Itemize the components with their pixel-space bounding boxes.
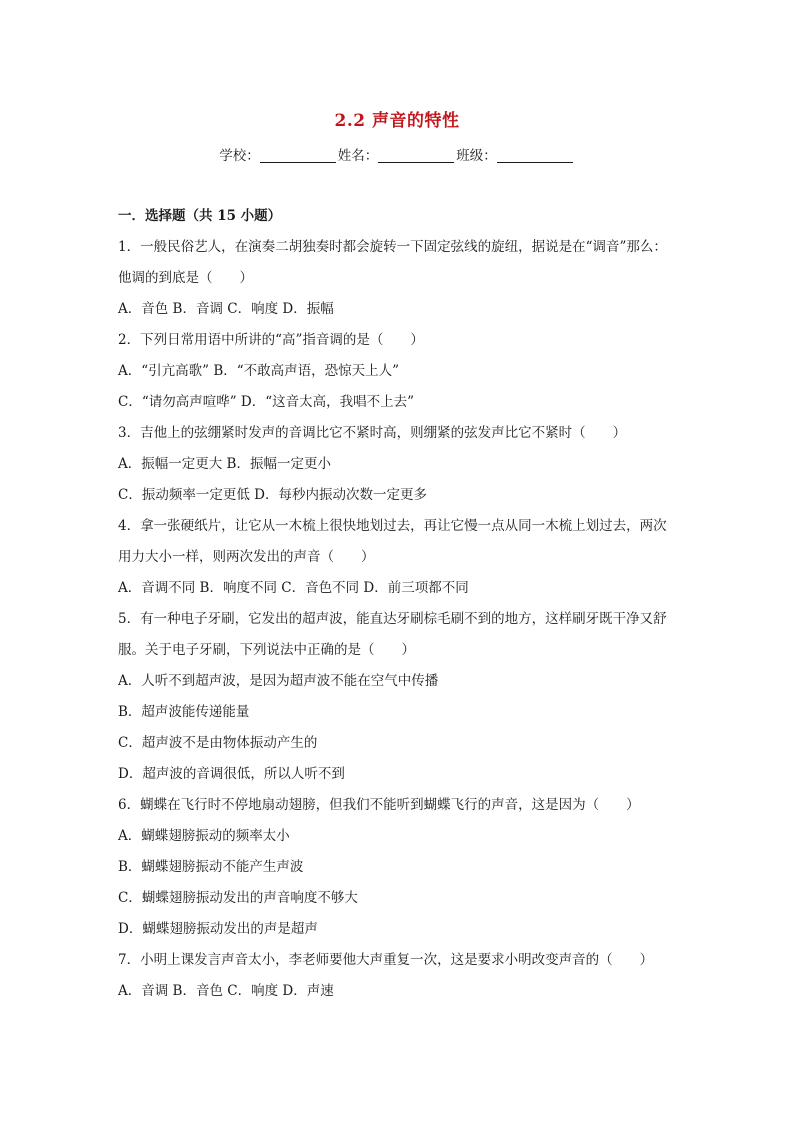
class-label: 班级： bbox=[456, 148, 497, 164]
student-info-line bbox=[0, 144, 794, 164]
option-line: B．蝴蝶翅膀振动不能产生声波 bbox=[118, 859, 304, 875]
option-line: A．音调 B．音色 C．响度 D．声速 bbox=[118, 983, 334, 999]
option-line: B．超声波能传递能量 bbox=[118, 704, 250, 720]
option-line: C．蝴蝶翅膀振动发出的声音响度不够大 bbox=[118, 890, 358, 906]
option-line: A．人听不到超声波，是因为超声波不能在空气中传播 bbox=[118, 673, 439, 689]
question-content bbox=[118, 205, 680, 1011]
document-title: 2.2 声音的特性 bbox=[334, 111, 460, 131]
option-line: A．“引亢高歌” B．“不敢高声语，恐惊天上人” bbox=[118, 363, 400, 379]
school-blank[interactable] bbox=[260, 148, 336, 163]
question-6 bbox=[118, 794, 680, 949]
question-text: 1．一般民俗艺人，在演奏二胡独奏时都会旋转一下固定弦线的旋纽，据说是在“调音”那么：他调的到底是（ ） bbox=[118, 239, 667, 286]
option-line: A．蝴蝶翅膀振动的频率太小 bbox=[118, 828, 290, 844]
option-line: C．振动频率一定更低 D．每秒内振动次数一定更多 bbox=[118, 487, 427, 503]
question-1 bbox=[118, 232, 680, 329]
question-text: 5．有一种电子牙刷，它发出的超声波，能直达牙刷棕毛刷不到的地方，这样刷牙既干净又舒服。关于电子牙刷，下列说法中正确的是（ ） bbox=[118, 611, 667, 658]
option-line: D．超声波的音调很低，所以人听不到 bbox=[118, 766, 345, 782]
class-blank[interactable] bbox=[497, 148, 573, 163]
section-heading: 一．选择题（共 15 小题） bbox=[118, 208, 282, 224]
name-label: 姓名： bbox=[337, 148, 379, 164]
question-text: 2．下列日常用语中所讲的“高”指音调的是（ ） bbox=[118, 332, 424, 348]
option-line: C．超声波不是由物体振动产生的 bbox=[118, 735, 318, 751]
question-text: 7．小明上课发言声音太小，李老师要他大声重复一次，这是要求小明改变声音的（ ） bbox=[118, 952, 654, 968]
question-text: 3．吉他上的弦绷紧时发声的音调比它不紧时高，则绷紧的弦发声比它不紧时（ ） bbox=[118, 425, 627, 441]
question-text: 6．蝴蝶在飞行时不停地扇动翅膀，但我们不能听到蝴蝶飞行的声音，这是因为（ ） bbox=[118, 797, 640, 813]
option-line: A．音色 B．音调 C．响度 D．振幅 bbox=[118, 301, 334, 317]
option-line: A．音调不同 B．响度不同 C．音色不同 D．前三项都不同 bbox=[118, 580, 469, 596]
question-5 bbox=[118, 604, 680, 794]
question-2 bbox=[118, 329, 680, 422]
question-4 bbox=[118, 511, 680, 608]
option-line: D．蝴蝶翅膀振动发出的声是超声 bbox=[118, 921, 318, 937]
option-line: C．“请勿高声喧哗” D．“这音太高，我唱不上去” bbox=[118, 394, 415, 410]
name-blank[interactable] bbox=[378, 148, 454, 163]
question-text: 4．拿一张硬纸片，让它从一木梳上很快地划过去，再让它慢一点从同一木梳上划过去，两次用力大小一样，则两次发出的声音（ ） bbox=[118, 518, 667, 565]
question-7 bbox=[118, 949, 680, 1011]
school-label: 学校： bbox=[219, 148, 260, 164]
question-3 bbox=[118, 422, 680, 515]
option-line: A．振幅一定更大 B．振幅一定更小 bbox=[118, 456, 331, 472]
